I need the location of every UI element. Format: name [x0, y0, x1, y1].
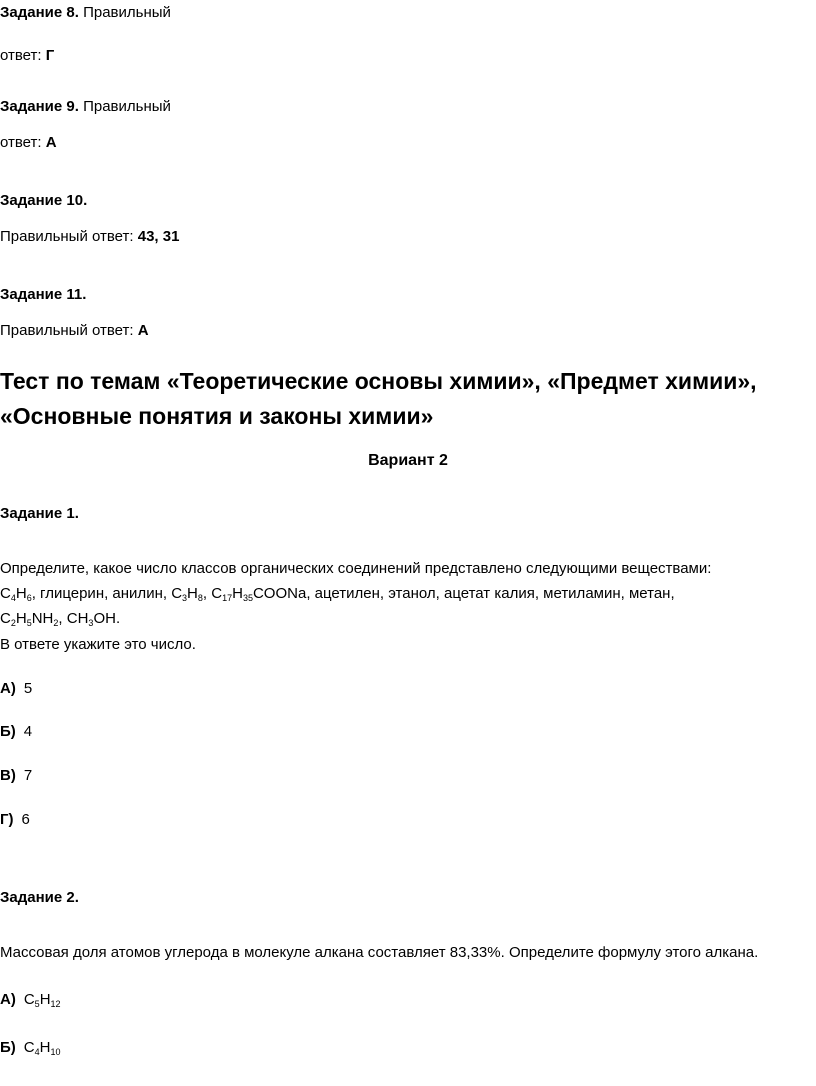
formula-c3h8: $C_3H_8$	[171, 585, 203, 603]
option-letter: Г)	[0, 811, 14, 828]
task1-option-b	[0, 723, 32, 741]
answer-label: Правильный ответ:	[0, 322, 134, 339]
task1-option-a	[0, 680, 32, 698]
test-title-line1: Тест по темам «Теоретические основы химии», «Предмет химии»,	[0, 368, 757, 394]
task1-option-d	[0, 811, 30, 829]
answer-value: А	[45, 134, 57, 151]
option-letter: Б)	[0, 723, 16, 740]
option-value: 6	[21, 811, 30, 828]
answer-value: Г	[45, 47, 55, 64]
option-value: 7	[23, 767, 33, 784]
task1-question-line2: $C_4H_6$, глицерин, анилин, $C_3H_8$, $C_{17}H_{35}COONa$, ацетилен, этанол, ацетат калия, метиламин, метан,	[0, 585, 675, 603]
answer-label: ответ:	[0, 134, 42, 151]
answer-value: 43, 31	[137, 228, 180, 245]
task10-heading: Задание 10.	[0, 192, 88, 209]
task9-answer	[0, 134, 57, 152]
option-value: 4	[23, 723, 33, 740]
formula-c2h5nh2: $C_2H_5NH_2$	[0, 610, 59, 628]
formula-ch3oh: $CH_3OH$.	[66, 610, 121, 628]
option-letter: Б)	[0, 1039, 16, 1056]
formula-c17h35coona: $C_{17}H_{35}COONa$	[211, 585, 307, 603]
task1-instruction: В ответе укажите это число.	[0, 636, 196, 653]
task-number: Задание 9.	[0, 98, 79, 115]
option-value: 5	[23, 680, 33, 697]
task1-question-line3: $C_2H_5NH_2$, $CH_3OH$.	[0, 610, 121, 628]
task1-option-c	[0, 767, 32, 785]
task-number: Задание 8.	[0, 4, 79, 21]
option-letter: В)	[0, 767, 16, 784]
task2-option-b	[0, 1039, 61, 1057]
task2-question: Массовая доля атомов углерода в молекуле алкана составляет 83,33%. Определите формулу этого алкана.	[0, 944, 759, 961]
option-letter: А)	[0, 680, 16, 697]
answer-label: ответ:	[0, 47, 42, 64]
task-tail: Правильный	[83, 98, 171, 115]
task11-answer	[0, 322, 149, 340]
formula-c4h10: $C_4H_{10}$	[23, 1039, 61, 1057]
task1-title: Задание 1.	[0, 505, 79, 522]
variant-heading: Вариант 2	[368, 452, 448, 469]
task11-heading: Задание 11.	[0, 286, 87, 303]
task8-heading	[0, 4, 171, 22]
formula-c5h12: $C_5H_{12}$	[23, 991, 61, 1009]
task9-heading	[0, 98, 171, 116]
task2-title: Задание 2.	[0, 889, 79, 906]
answer-value: А	[137, 322, 149, 339]
test-title-line2: «Основные понятия и законы химии»	[0, 403, 434, 429]
task2-option-a	[0, 991, 61, 1009]
task1-question-line1: Определите, какое число классов органических соединений представлено следующими веществами:	[0, 560, 712, 577]
task8-answer	[0, 47, 54, 65]
answer-label: Правильный ответ:	[0, 228, 134, 245]
formula-c4h6: $C_4H_6$	[0, 585, 32, 603]
task-tail: Правильный	[83, 4, 171, 21]
task10-answer	[0, 228, 179, 246]
option-letter: А)	[0, 991, 16, 1008]
